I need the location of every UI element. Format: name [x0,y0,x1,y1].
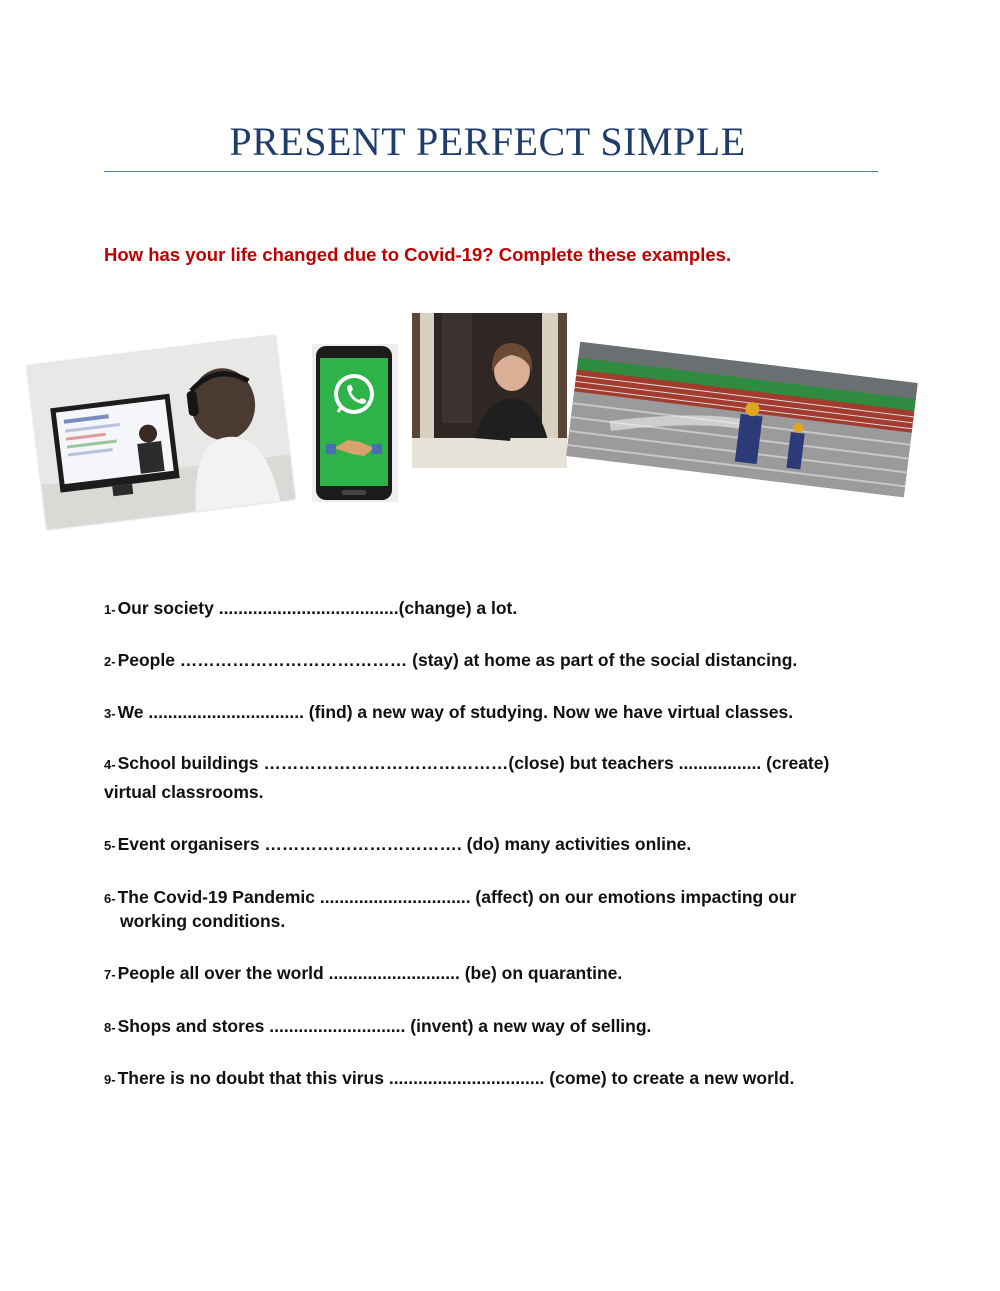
exercise-number: 7- [104,967,116,982]
exercise-7 [104,961,622,987]
exercise-number: 4- [104,757,116,772]
exercise-text: People ………………………………… (stay) at home as part of the social distancing. [117,650,798,670]
exercise-text: Event organisers ……………………………. (do) many activities online. [117,834,692,854]
exercise-number: 6- [104,891,116,906]
online-class-photo [27,335,295,529]
exercise-5 [104,832,691,858]
exercise-number: 5- [104,838,116,853]
exercise-2 [104,648,797,674]
exercise-number: 2- [104,654,116,669]
stadium-disinfection-photo [566,342,917,498]
exercise-6-continuation: working conditions. [120,911,286,931]
exercise-8 [104,1014,651,1040]
exercise-number: 8- [104,1020,116,1035]
title-underline [104,171,878,172]
exercise-number: 3- [104,706,116,721]
exercise-text: Shops and stores ............................ (invent) a new way of selling. [117,1016,652,1036]
exercise-text: Our society .....................................(change) a lot. [117,598,518,618]
exercise-text: The Covid-19 Pandemic ............................... (affect) on our emotions impacting our [117,887,797,907]
instruction-text: How has your life changed due to Covid-19? Complete these examples. [104,244,732,265]
exercise-6 [104,885,796,911]
exercise-3 [104,700,793,726]
exercise-9 [104,1066,794,1092]
exercise-number: 1- [104,602,116,617]
exercise-1 [104,596,517,622]
exercise-text: School buildings ……………………………………(close) but teachers ................. (create) [117,753,830,773]
exercise-4 [104,751,829,777]
exercise-text: People all over the world ........................... (be) on quarantine. [117,963,623,983]
exercise-text: There is no doubt that this virus ................................ (come) to create a new world. [117,1068,795,1088]
exercise-number: 9- [104,1072,116,1087]
exercise-4-continuation: virtual classrooms. [104,782,264,802]
woman-at-window-photo [412,313,567,468]
whatsapp-phone-photo [312,344,398,502]
page-title: PRESENT PERFECT SIMPLE [229,119,746,164]
exercise-text: We ................................ (find) a new way of studying. Now we have virtual classes. [117,702,794,722]
